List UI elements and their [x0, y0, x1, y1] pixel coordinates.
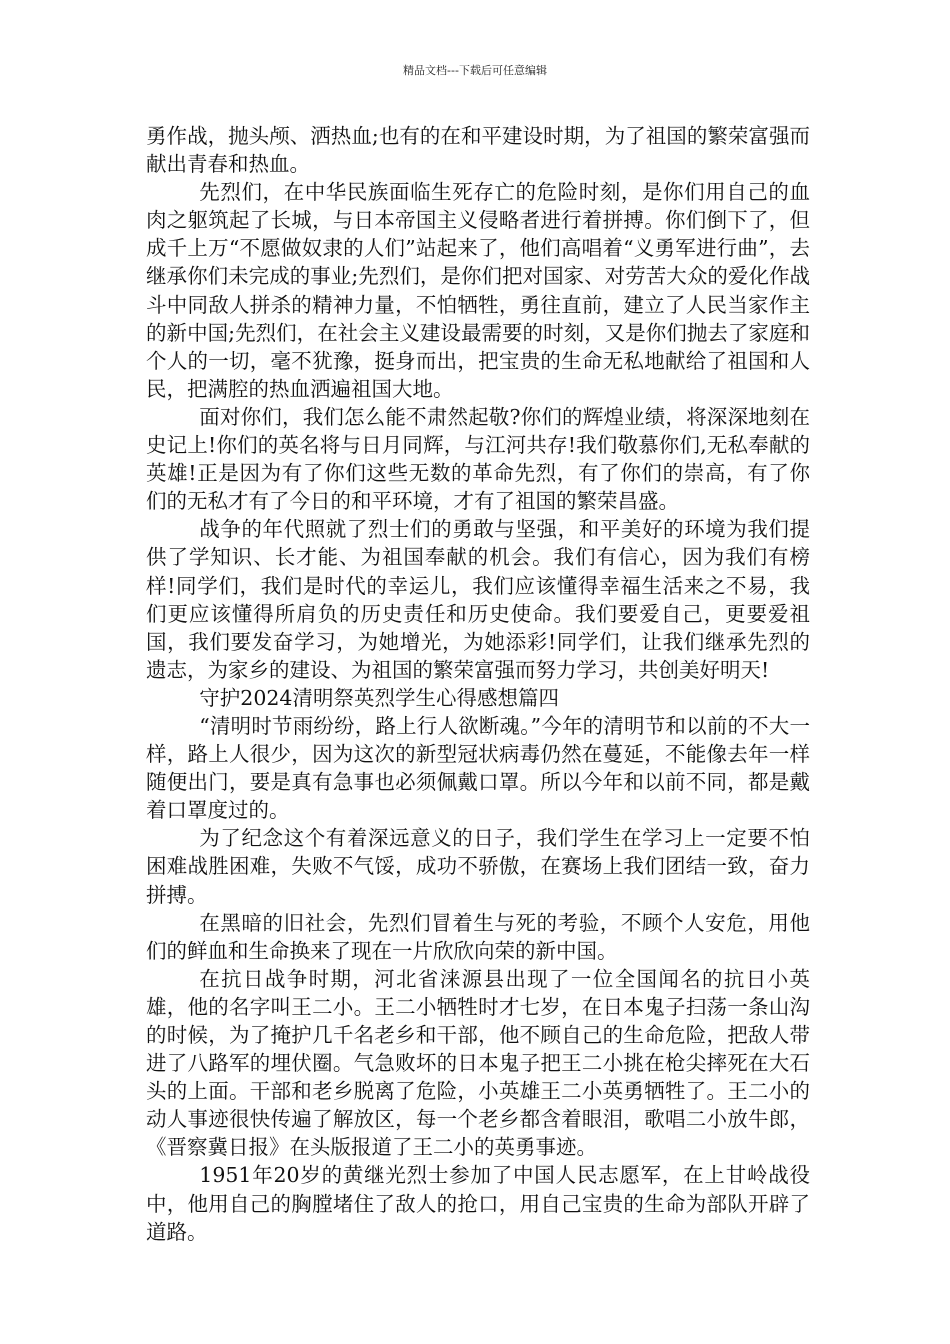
paragraph: 在黑暗的旧社会，先烈们冒着生与死的考验，不顾个人安危，用他们的鲜血和生命换来了现在一片欣欣向荣的新中国。 — [146, 910, 810, 963]
paragraph: “清明时节雨纷纷，路上行人欲断魂。”今年的清明节和以前的不大一样，路上人很少，因为这次的新型冠状病毒仍然在蔓延，不能像去年一样随便出门，要是真有急事也必须佩戴口罩。所以今年和以前不同，都是戴着口罩度过的。 — [146, 713, 810, 823]
paragraph: 为了纪念这个有着深远意义的日子，我们学生在学习上一定要不怕困难战胜困难，失败不气馁，成功不骄傲，在赛场上我们团结一致，奋力拼搏。 — [146, 826, 810, 907]
paragraph: 战争的年代照就了烈士们的勇敢与坚强，和平美好的环境为我们提供了学知识、长才能、为祖国奉献的机会。我们有信心，因为我们有榜样!同学们，我们是时代的幸运儿，我们应该懂得幸福生活来之不易，我们更应该懂得所肩负的历史责任和历史使命。我们要爱自己，更要爱祖国，我们要发奋学习，为她增光，为她添彩!同学们，让我们继承先烈的遗志，为家乡的建设、为祖国的繁荣富强而努力学习，共创美好明天! — [146, 517, 810, 682]
page-header: 精品文档---下载后可任意编辑 — [403, 64, 547, 77]
paragraph: 在抗日战争时期，河北省涞源县出现了一位全国闻名的抗日小英雄，他的名字叫王二小。王二小牺牲时才七岁，在日本鬼子扫荡一条山沟的时候，为了掩护几千名老乡和干部，他不顾自己的生命危险，把敌人带进了八路军的埋伏圈。气急败坏的日本鬼子把王二小挑在枪尖摔死在大石头的上面。干部和老乡脱离了危险，小英雄王二小英勇牺牲了。王二小的动人事迹很快传遍了解放区，每一个老乡都含着眼泪，歌唱二小放牛郎，《晋察冀日报》在头版报道了王二小的英勇事迹。 — [146, 966, 810, 1160]
paragraph: 1951年20岁的黄继光烈士参加了中国人民志愿军，在上甘岭战役中，他用自己的胸膛堵住了敌人的抢口，用自己宝贵的生命为部队开辟了道路。 — [146, 1163, 810, 1244]
paragraph: 先烈们，在中华民族面临生死存亡的危险时刻，是你们用自己的血肉之躯筑起了长城，与日本帝国主义侵略者进行着拼搏。你们倒下了，但成千上万“不愿做奴隶的人们”站起来了，他们高唱着“义勇军进行曲”，去继承你们未完成的事业;先烈们，是你们把对国家、对劳苦大众的爱化作战斗中同敌人拼杀的精神力量，不怕牺牲，勇往直前，建立了人民当家作主的新中国;先烈们，在社会主义建设最需要的时刻，又是你们抛去了家庭和个人的一切，毫不犹豫，挺身而出，把宝贵的生命无私地献给了祖国和人民，把满腔的热血洒遍祖国大地。 — [146, 180, 810, 401]
paragraph-continuation: 勇作战，抛头颅、洒热血;也有的在和平建设时期，为了祖国的繁荣富强而献出青春和热血。 — [146, 124, 810, 177]
paragraph: 面对你们，我们怎么能不肃然起敬?你们的辉煌业绩，将深深地刻在史记上!你们的英名将与日月同辉，与江河共存!我们敬慕你们,无私奉献的英雄!正是因为有了你们这些无数的革命先烈，有了你们的崇高，有了你们的无私才有了今日的和平环境，才有了祖国的繁荣昌盛。 — [146, 404, 810, 514]
document-body — [146, 122, 810, 1246]
section-heading: 守护2024清明祭英烈学生心得感想篇四 — [199, 685, 559, 710]
